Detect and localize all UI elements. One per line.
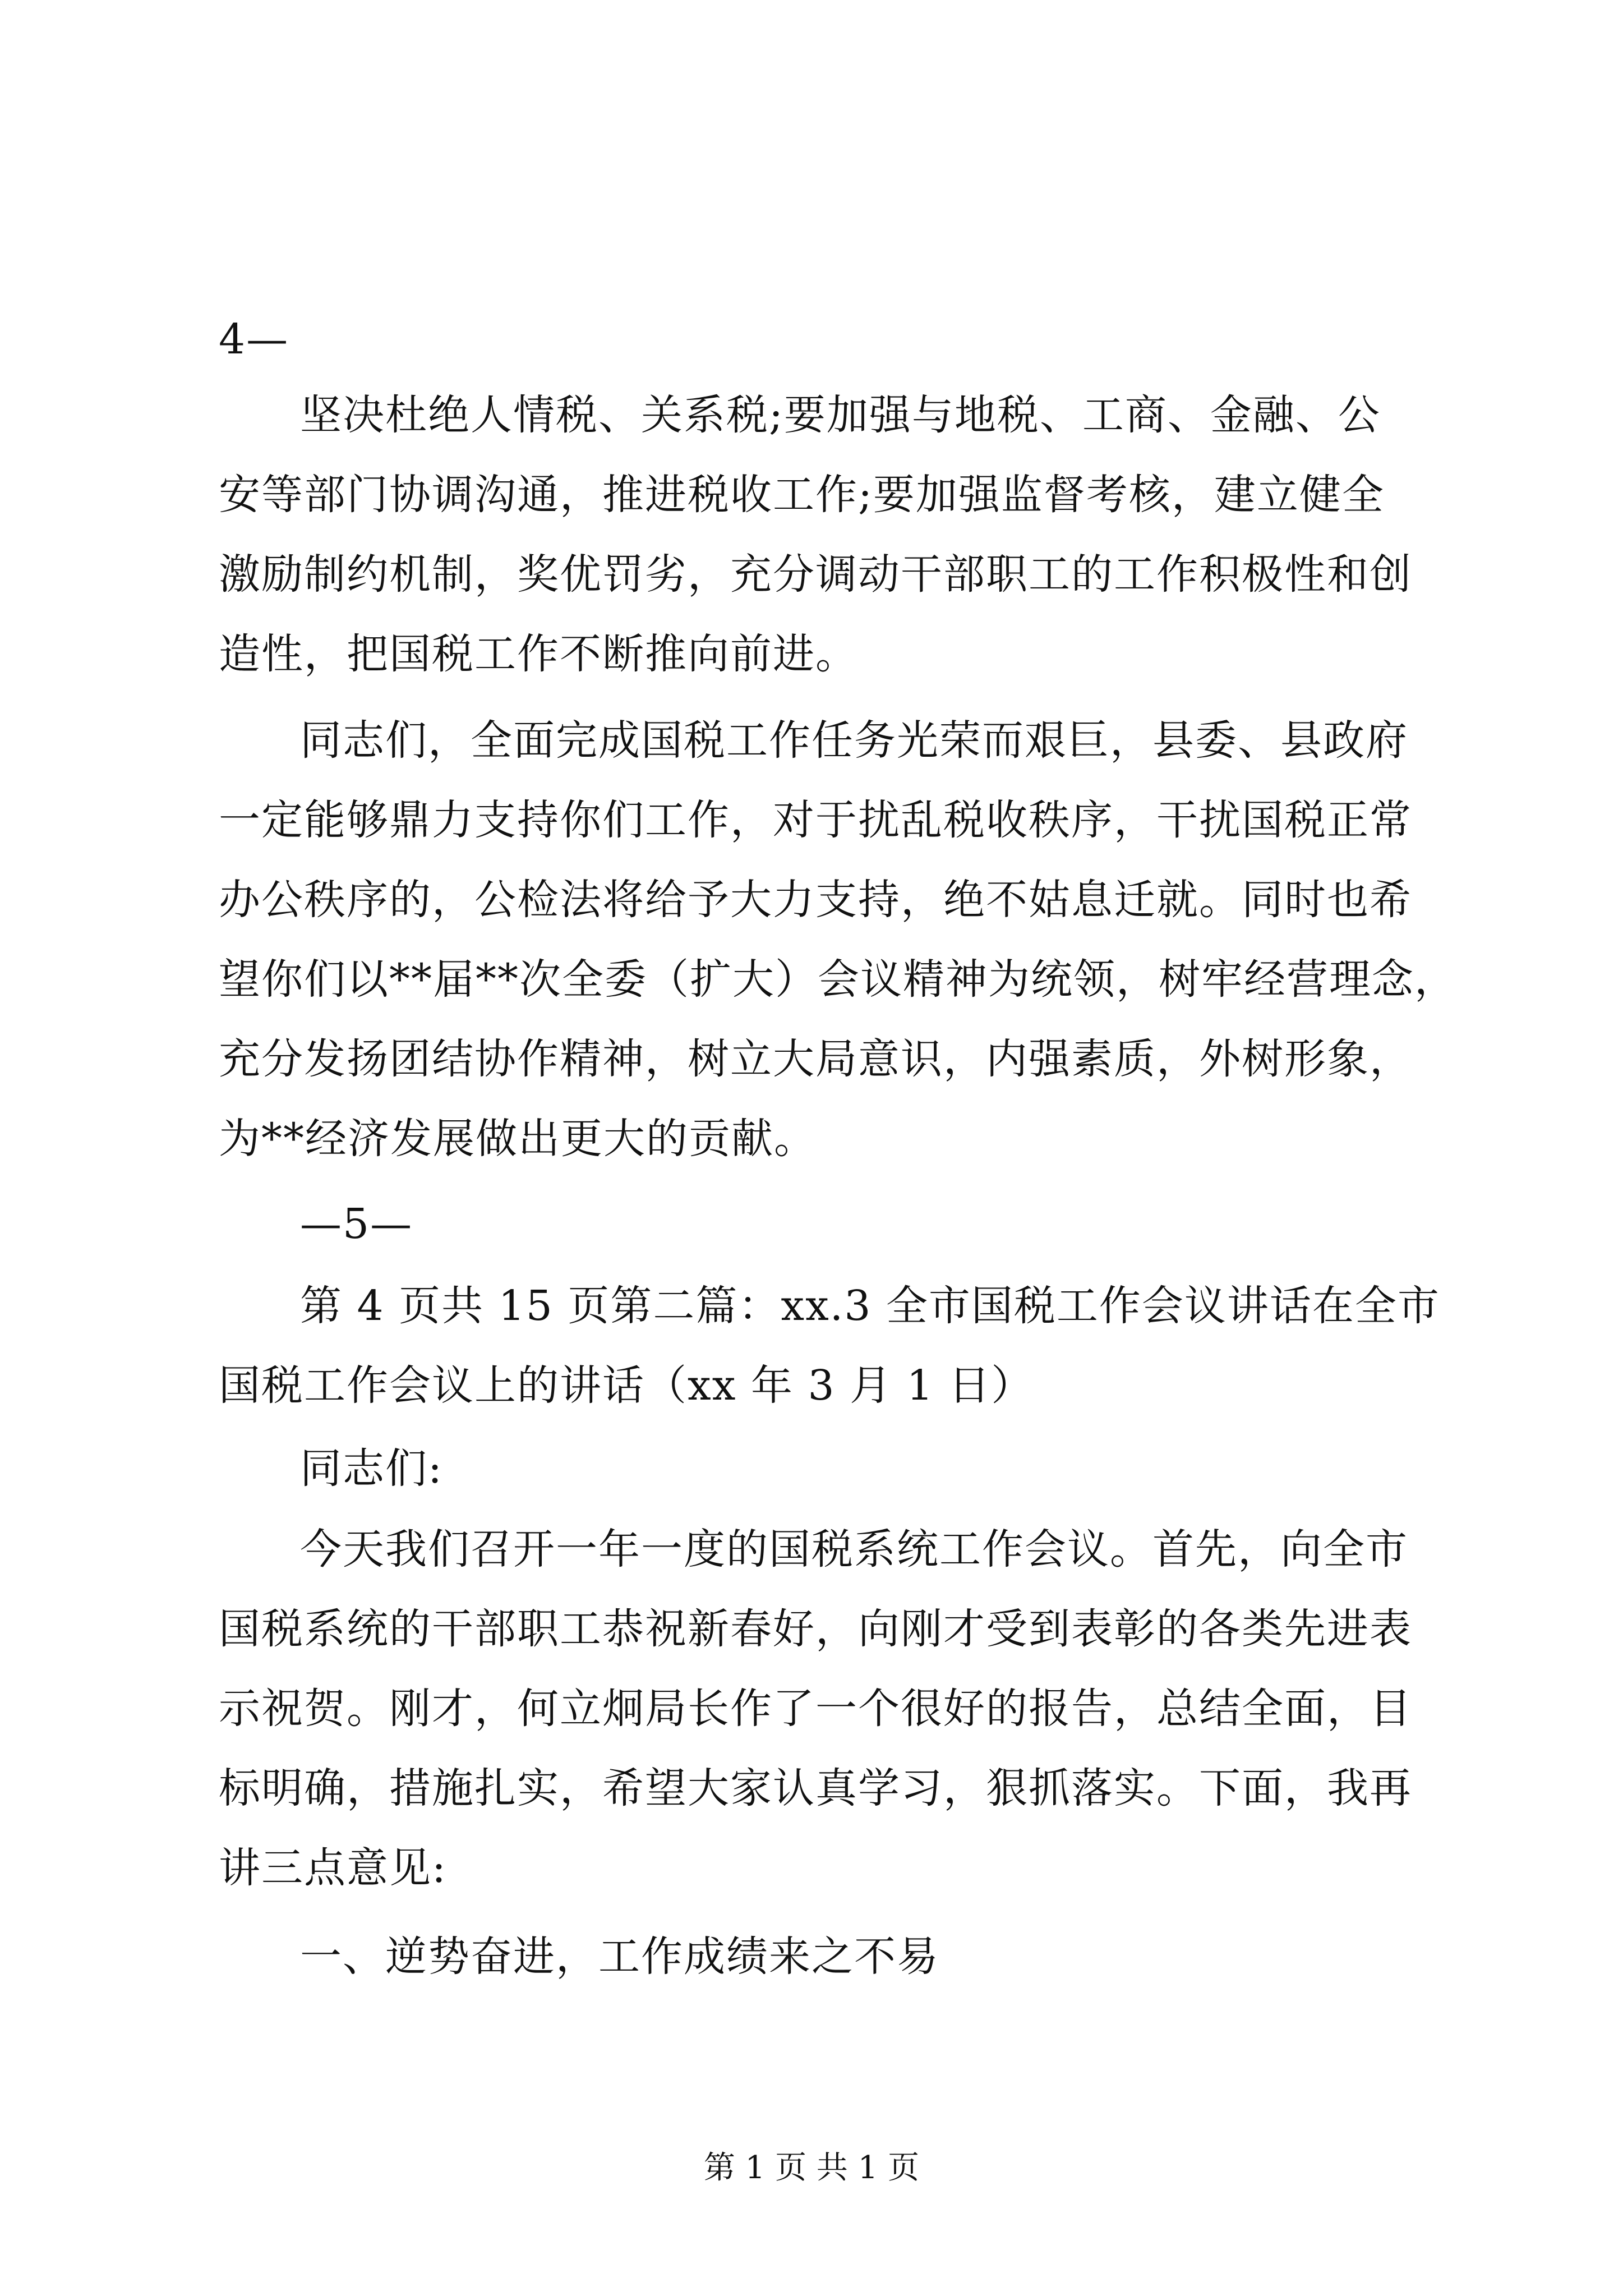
salutation: 同志们: — [300, 1444, 443, 1493]
paragraph-line: 安等部门协调沟通，推进税收工作;要加强监督考核，建立健全 — [219, 471, 1385, 519]
paragraph-line: 造性，把国税工作不断推向前进。 — [219, 630, 858, 678]
paragraph-line: 第 4 页共 15 页第二篇：xx.3 全市国税工作会议讲话在全市 — [300, 1282, 1440, 1330]
section-heading: 一、逆势奋进，工作成绩来之不易 — [300, 1932, 939, 1981]
page-marker-middle: —5— — [300, 1200, 413, 1248]
paragraph-line: 办公秩序的，公检法将给予大力支持，绝不姑息迁就。同时也希 — [219, 876, 1412, 924]
paragraph-line: 为**经济发展做出更大的贡献。 — [219, 1115, 817, 1163]
page-marker-top: 4— — [219, 315, 289, 364]
paragraph-line: 一定能够鼎力支持你们工作，对于扰乱税收秩序，干扰国税正常 — [219, 796, 1412, 844]
paragraph-line: 示祝贺。刚才，何立炯局长作了一个很好的报告，总结全面，目 — [219, 1685, 1412, 1733]
paragraph-line: 国税系统的干部职工恭祝新春好，向刚才受到表彰的各类先进表 — [219, 1605, 1412, 1653]
paragraph-line: 充分发扬团结协作精神，树立大局意识，内强素质，外树形象， — [219, 1035, 1412, 1083]
paragraph-line: 今天我们召开一年一度的国税系统工作会议。首先，向全市 — [300, 1525, 1408, 1573]
paragraph-line: 坚决杜绝人情税、关系税;要加强与地税、工商、金融、公 — [300, 391, 1381, 439]
paragraph-line: 讲三点意见: — [219, 1844, 447, 1892]
paragraph-line: 国税工作会议上的讲话（xx 年 3 月 1 日） — [219, 1361, 1034, 1410]
paragraph-line: 标明确，措施扎实，希望大家认真学习，狠抓落实。下面，我再 — [219, 1764, 1412, 1812]
paragraph-line: 望你们以**届**次全委（扩大）会议精神为统领，树牢经营理念， — [219, 955, 1457, 1004]
page-footer: 第 1 页 共 1 页 — [703, 2150, 920, 2186]
paragraph-line: 激励制约机制，奖优罚劣，充分调动干部职工的工作积极性和创 — [219, 550, 1412, 599]
paragraph-line: 同志们，全面完成国税工作任务光荣而艰巨，县委、县政府 — [300, 716, 1408, 765]
